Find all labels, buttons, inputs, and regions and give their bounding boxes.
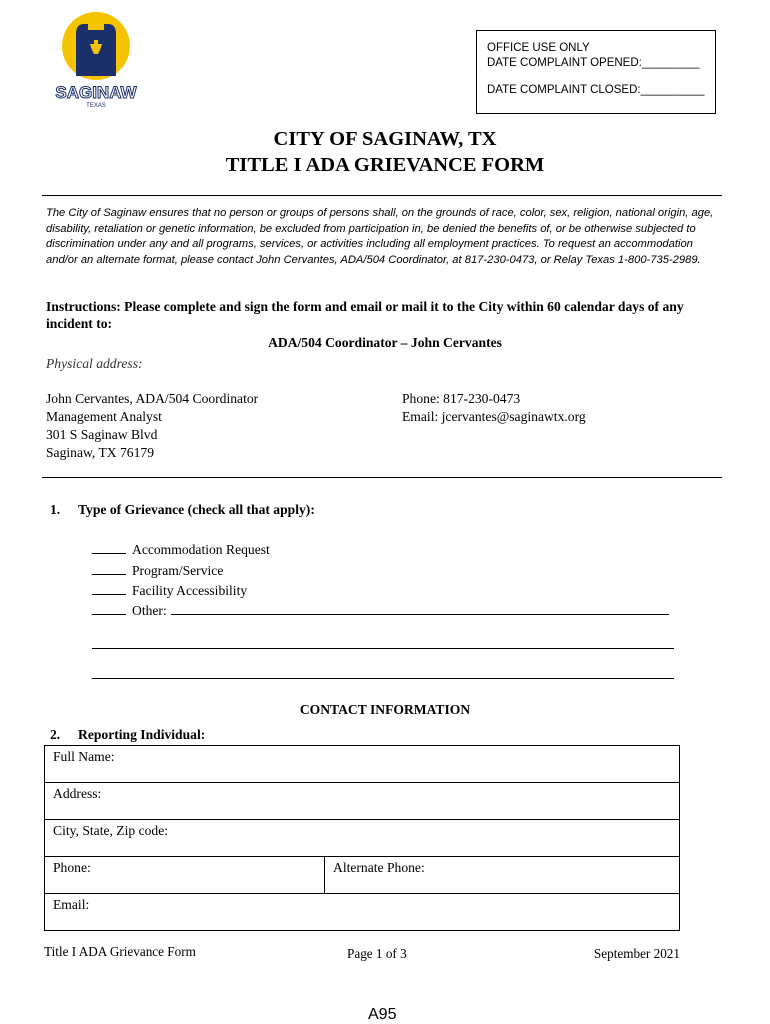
address-line: Management Analyst xyxy=(46,409,162,424)
check-blank[interactable] xyxy=(92,543,126,554)
footer-page-number: Page 1 of 3 xyxy=(347,946,407,961)
contact-form-table xyxy=(44,745,680,931)
date-opened-field[interactable]: DATE COMPLAINT OPENED:_________ xyxy=(487,57,700,69)
option-other[interactable] xyxy=(92,603,669,619)
other-text-line[interactable] xyxy=(171,604,669,615)
option-label: Facility Accessibility xyxy=(132,583,248,598)
address-line: John Cervantes, ADA/504 Coordinator xyxy=(46,391,259,406)
intro-paragraph: The City of Saginaw ensures that no person or groups of persons shall, on the grounds of race, color, sex, religion, national origin, age, disability, retaliation or genetic information, be excluded from participation in, be denied the benefits of, or be otherwise subjected to discrimination under any and all programs, services, or activities including all employment practices. To request an accommodation and/or an alternate format, please contact John Cervantes, ADA/504 Coordinator, at 817-230-0473, or Relay Texas 1-800-735-2989. xyxy=(46,207,714,266)
grievance-type-heading xyxy=(50,502,315,518)
date-closed-field[interactable]: DATE COMPLAINT CLOSED:__________ xyxy=(487,84,705,96)
check-blank[interactable] xyxy=(92,584,126,595)
other-text-line[interactable] xyxy=(92,648,674,649)
other-text-line[interactable] xyxy=(92,678,674,679)
option-accommodation-request[interactable] xyxy=(92,542,270,558)
office-use-label: OFFICE USE ONLY xyxy=(487,42,590,54)
reporting-individual-heading xyxy=(50,727,205,743)
coordinator-email[interactable]: Email: jcervantes@saginawtx.org xyxy=(402,409,586,424)
full-name-field[interactable]: Full Name: xyxy=(45,746,680,783)
saginaw-logo xyxy=(36,8,156,108)
coordinator-phone: Phone: 817-230-0473 xyxy=(402,391,521,406)
check-blank[interactable] xyxy=(92,564,126,575)
divider xyxy=(42,477,722,478)
page-title-city: CITY OF SAGINAW, TX xyxy=(273,128,497,150)
city-state-zip-field[interactable]: City, State, Zip code: xyxy=(45,820,680,857)
option-program-service[interactable] xyxy=(92,563,223,579)
footer-form-name: Title I ADA Grievance Form xyxy=(44,944,196,959)
section-number: 1. xyxy=(50,502,61,517)
address-field[interactable]: Address: xyxy=(45,783,680,820)
option-label: Other: xyxy=(132,603,167,618)
alternate-phone-field[interactable]: Alternate Phone: xyxy=(325,857,680,894)
check-blank[interactable] xyxy=(92,604,126,615)
page-title-form: TITLE I ADA GRIEVANCE FORM xyxy=(225,154,545,176)
option-label: Program/Service xyxy=(132,563,224,578)
address-line: 301 S Saginaw Blvd xyxy=(46,427,158,442)
instructions: Instructions: Please complete and sign the form and email or mail it to the City within 60 calendar days of any incident to: xyxy=(46,299,684,331)
section-number: 2. xyxy=(50,727,61,742)
contact-info-heading: CONTACT INFORMATION xyxy=(299,702,471,717)
page-label: A95 xyxy=(368,1006,397,1023)
physical-address-label: Physical address: xyxy=(46,356,143,371)
footer-date: September 2021 xyxy=(593,946,680,961)
svg-text:SAGINAW: SAGINAW xyxy=(55,83,137,102)
option-label: Accommodation Request xyxy=(132,542,270,557)
option-facility-accessibility[interactable] xyxy=(92,583,247,599)
coordinator-contact xyxy=(402,390,586,426)
divider xyxy=(42,195,722,196)
coordinator-heading: ADA/504 Coordinator – John Cervantes xyxy=(268,335,502,350)
email-field[interactable]: Email: xyxy=(45,894,680,931)
svg-text:TEXAS: TEXAS xyxy=(86,103,106,108)
section-label: Type of Grievance (check all that apply): xyxy=(78,502,315,517)
mailing-address xyxy=(46,390,258,462)
office-use-box xyxy=(476,30,716,114)
phone-field[interactable]: Phone: xyxy=(45,857,325,894)
address-line: Saginaw, TX 76179 xyxy=(46,445,154,460)
section-label: Reporting Individual: xyxy=(78,727,206,742)
saginaw-seal-icon xyxy=(36,8,156,108)
